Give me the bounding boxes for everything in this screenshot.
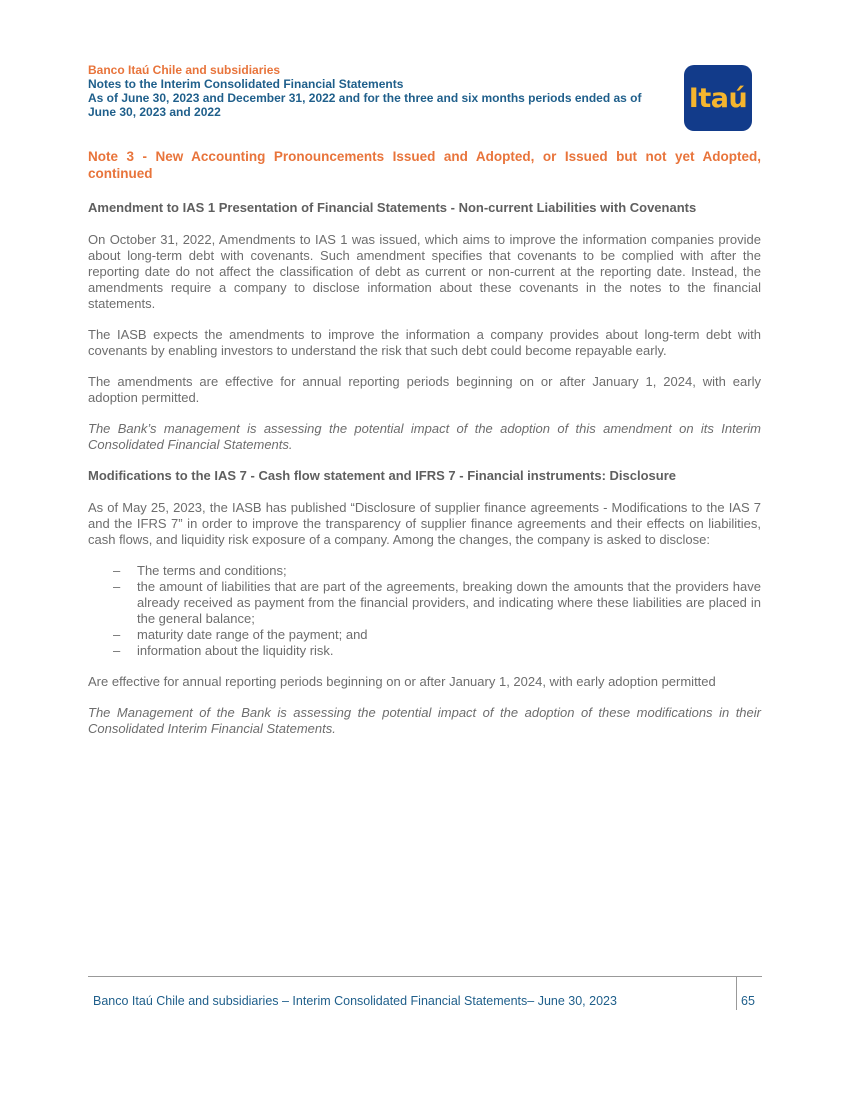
list-item [88, 563, 761, 579]
footer-divider [88, 976, 762, 977]
footer-text: Banco Itaú Chile and subsidiaries – Interim Consolidated Financial Statements– June 30, 2023 [93, 994, 617, 1008]
list-item [88, 579, 761, 627]
list-item-text: the amount of liabilities that are part of the agreements, breaking down the amounts that the providers have already received as payment from the financial providers, and indicating where these liabilities are placed in the general balance; [137, 579, 761, 626]
period-line-2: June 30, 2023 and 2022 [88, 105, 221, 119]
section-ias1-paragraph-2: The IASB expects the amendments to improve the information a company provides about long-term debt with covenants by enabling investors to understand the risk that such debt could become repayable early. [88, 327, 761, 358]
document-title: Notes to the Interim Consolidated Financial Statements [88, 77, 404, 91]
dash-bullet: – [113, 643, 121, 658]
section-ias7-title: Modifications to the IAS 7 - Cash flow statement and IFRS 7 - Financial instruments: Disclosure [88, 468, 676, 483]
list-item-text: information about the liquidity risk. [137, 643, 334, 658]
section-ias1-paragraph-1: On October 31, 2022, Amendments to IAS 1 was issued, which aims to improve the information companies provide about long-term debt with covenants. Such amendment specifies that covenants to be complied with after the reporting date do not affect the classification of debt as current or non-current at the reporting date. Instead, the amendments require a company to disclose information about these covenants in the notes to the financial statements. [88, 232, 761, 311]
period-line-1: As of June 30, 2023 and December 31, 2022 and for the three and six months periods ended as of [88, 91, 642, 105]
page-number: 65 [741, 994, 755, 1008]
company-name: Banco Itaú Chile and subsidiaries [88, 63, 281, 77]
section-ias1-paragraph-3: The amendments are effective for annual reporting periods beginning on or after January 1, 2024, with early adoption permitted. [88, 374, 761, 405]
section-ias7-paragraph-2: Are effective for annual reporting periods beginning on or after January 1, 2024, with early adoption permitted [88, 674, 716, 689]
section-ias1-paragraph-4: The Bank’s management is assessing the potential impact of the adoption of this amendment on its Interim Consolidated Financial Statements. [88, 421, 761, 452]
list-item-text: maturity date range of the payment; and [137, 627, 368, 642]
dash-bullet: – [113, 579, 121, 594]
section-ias7-paragraph-1: As of May 25, 2023, the IASB has published “Disclosure of supplier finance agreements - Modifications to the IAS 7 and the IFRS 7” in order to improve the transparency of supplier finance agreements and their effects on liabilities, cash flows, and liquidity risk exposure of a company. Among the changes, the company is asked to disclose: [88, 500, 761, 547]
footer-vertical-divider [736, 976, 737, 1010]
page-header [88, 63, 678, 119]
list-item-text: The terms and conditions; [137, 563, 287, 578]
section-ias7-paragraph-3: The Management of the Bank is assessing the potential impact of the adoption of these modifications in their Consolidated Interim Financial Statements. [88, 705, 761, 736]
main-content [88, 149, 761, 752]
list-item [88, 643, 761, 659]
list-item [88, 627, 761, 643]
disclosure-list [88, 563, 761, 659]
logo-text: Itaú [688, 82, 748, 114]
itau-logo [684, 65, 752, 131]
section-ias1-title: Amendment to IAS 1 Presentation of Financial Statements - Non-current Liabilities with Covenants [88, 200, 697, 215]
note-title: Note 3 - New Accounting Pronouncements Issued and Adopted, or Issued but not yet Adopted, continued [88, 149, 761, 181]
dash-bullet: – [113, 627, 121, 642]
dash-bullet: – [113, 563, 121, 578]
